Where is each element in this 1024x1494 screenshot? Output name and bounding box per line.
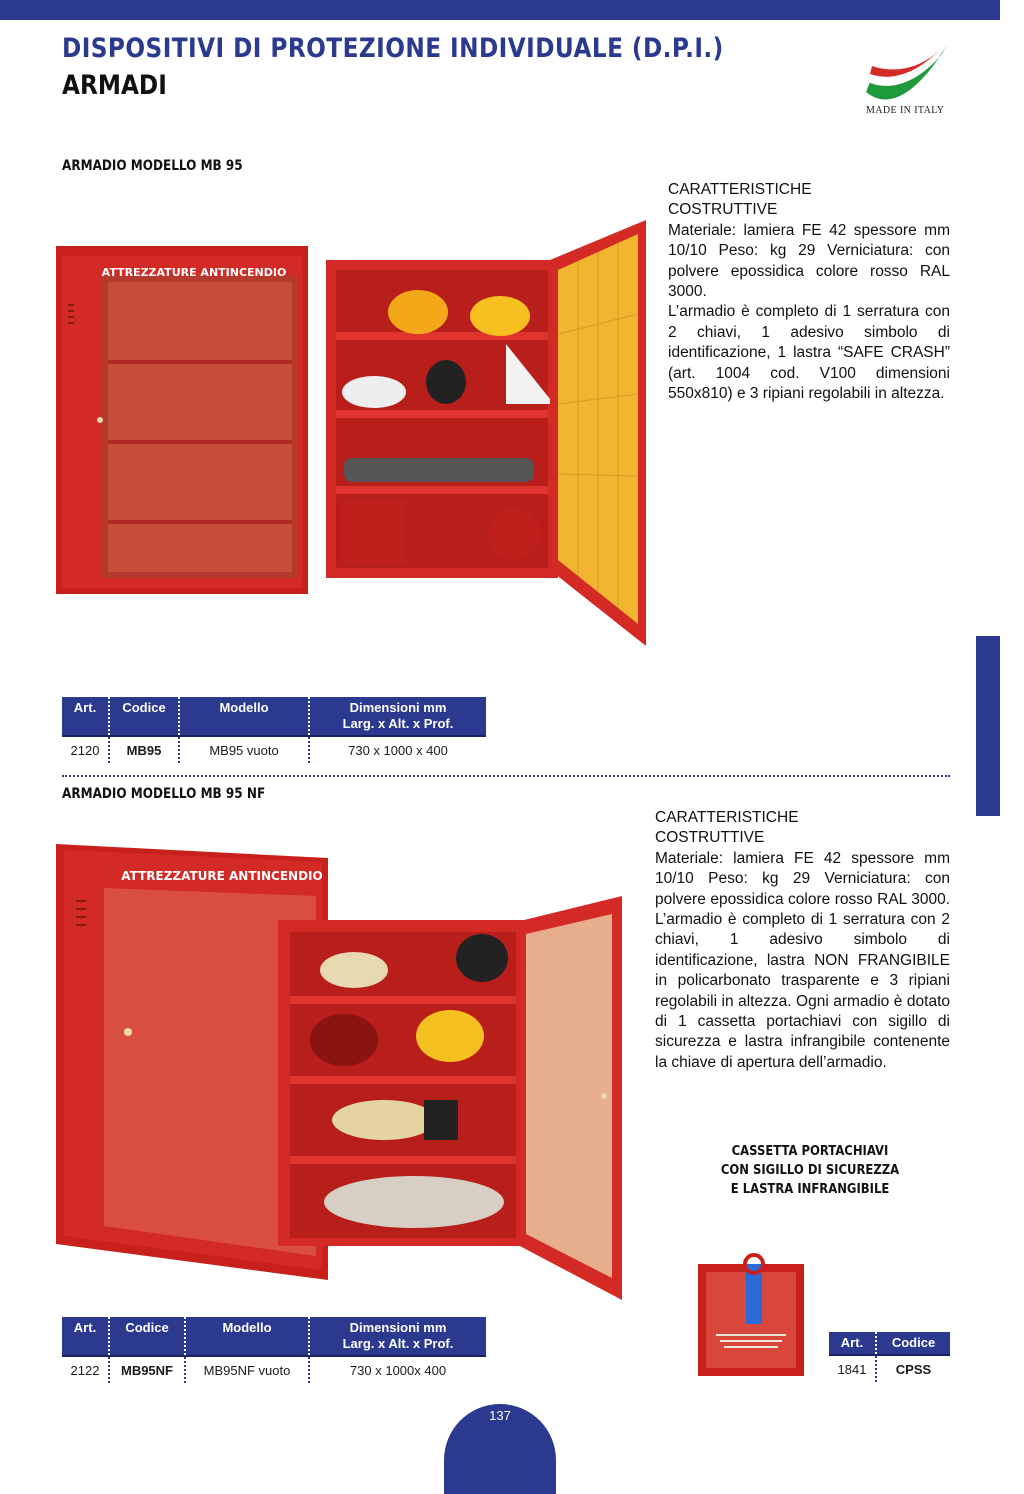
open-cabinet <box>326 220 646 646</box>
product2-spec-table <box>62 1317 486 1383</box>
section-divider <box>62 775 950 777</box>
product1-title: ARMADIO MODELLO MB 95 <box>62 158 243 174</box>
col-dimensioni-line1: Dimensioni mm <box>349 700 447 715</box>
cell-art: 2122 <box>62 1356 109 1383</box>
col-dimensioni-line1: Dimensioni mm <box>349 1320 447 1335</box>
product2-description <box>655 808 950 1073</box>
table-row <box>62 1356 486 1383</box>
col-modello: Modello <box>185 1317 309 1356</box>
col-dimensioni-line2: Larg. x Alt. x Prof. <box>342 1336 454 1351</box>
key-box-caption-1: CASSETTA PORTACHIAVI <box>731 1143 889 1159</box>
product1-features-heading-1: CARATTERISTICHE <box>668 181 812 198</box>
open-cabinet-nf <box>278 896 622 1300</box>
key-box-caption <box>700 1142 920 1199</box>
product2-title: ARMADIO MODELLO MB 95 NF <box>62 786 266 802</box>
page-subtitle: ARMADI <box>62 70 167 101</box>
col-art: Art. <box>62 1317 109 1356</box>
product2-photo <box>54 840 626 1304</box>
cell-codice: MB95 <box>109 736 179 763</box>
cell-codice: MB95NF <box>109 1356 185 1383</box>
cell-modello: MB95NF vuoto <box>185 1356 309 1383</box>
col-art: Art. <box>829 1332 876 1355</box>
product2-features-heading-2: COSTRUTTIVE <box>655 829 765 847</box>
col-dimensioni-line2: Larg. x Alt. x Prof. <box>342 716 454 731</box>
product1-spec-table <box>62 697 486 763</box>
top-bar <box>0 0 1000 20</box>
key-box-photo <box>694 1250 810 1380</box>
closed-cabinet <box>56 246 308 594</box>
product1-description <box>668 180 950 404</box>
product1-features-heading-2: COSTRUTTIVE <box>668 201 778 219</box>
product1-text-a: Materiale: lamiera FE 42 spessore mm 10/10 Peso: kg 29 Verniciatura: con polvere epossidica colore rosso RAL 3000. <box>668 221 950 301</box>
product1-photo <box>54 214 650 650</box>
col-art: Art. <box>62 697 109 736</box>
col-codice: Codice <box>876 1332 950 1355</box>
cell-codice: CPSS <box>876 1355 950 1382</box>
key-box-spec-table <box>829 1332 950 1382</box>
col-codice: Codice <box>109 1317 185 1356</box>
cabinet-sign: ATTREZZATURE ANTINCENDIO <box>101 266 287 279</box>
made-in-italy-label: MADE IN ITALY <box>866 105 945 116</box>
cell-dimensioni: 730 x 1000x 400 <box>309 1356 486 1383</box>
col-codice: Codice <box>109 697 179 736</box>
col-modello: Modello <box>179 697 309 736</box>
italy-flag-logo <box>862 38 954 100</box>
cell-art: 1841 <box>829 1355 876 1382</box>
col-dimensioni <box>309 1317 486 1356</box>
product1-text-b: L’armadio è completo di 1 serratura con 2 chiavi, 1 adesivo simbolo di identificazione, 1 lastra “SAFE CRASH” (art. 1004 cod. V100 dimensioni 550x810) e 3 ripiani regolabili in altezza. <box>668 303 950 403</box>
cabinet-sign-nf: ATTREZZATURE ANTINCENDIO <box>121 869 323 883</box>
table-row <box>62 736 486 763</box>
key-box-caption-2: CON SIGILLO DI SICUREZZA <box>720 1162 900 1178</box>
col-dimensioni <box>309 697 486 736</box>
product2-features-heading-1: CARATTERISTICHE <box>655 809 799 826</box>
page-number: 137 <box>489 1408 511 1423</box>
cell-dimensioni: 730 x 1000 x 400 <box>309 736 486 763</box>
cell-modello: MB95 vuoto <box>179 736 309 763</box>
table-row <box>829 1355 950 1382</box>
cell-art: 2120 <box>62 736 109 763</box>
side-tab <box>976 636 1000 816</box>
key-box-caption-3: E LASTRA INFRANGIBILE <box>730 1181 890 1197</box>
page-title: DISPOSITIVI DI PROTEZIONE INDIVIDUALE (D.P.I.) <box>62 33 724 64</box>
product2-text: Materiale: lamiera FE 42 spessore mm 10/10 Peso: kg 29 Verniciatura: con polvere epossidica colore rosso RAL 3000. L’armadio è completo di 1 serratura con 2 chiavi, 1 adesivo simbolo di identificazione, lastra NON FRANGIBILE in policarbonato trasparente e 3 ripiani regolabili in altezza. Ogni armadio è dotato di 1 cassetta portachiavi con sigillo di sicurezza e lastra infrangibile contenente la chiave di apertura dell’armadio. <box>655 849 950 1071</box>
